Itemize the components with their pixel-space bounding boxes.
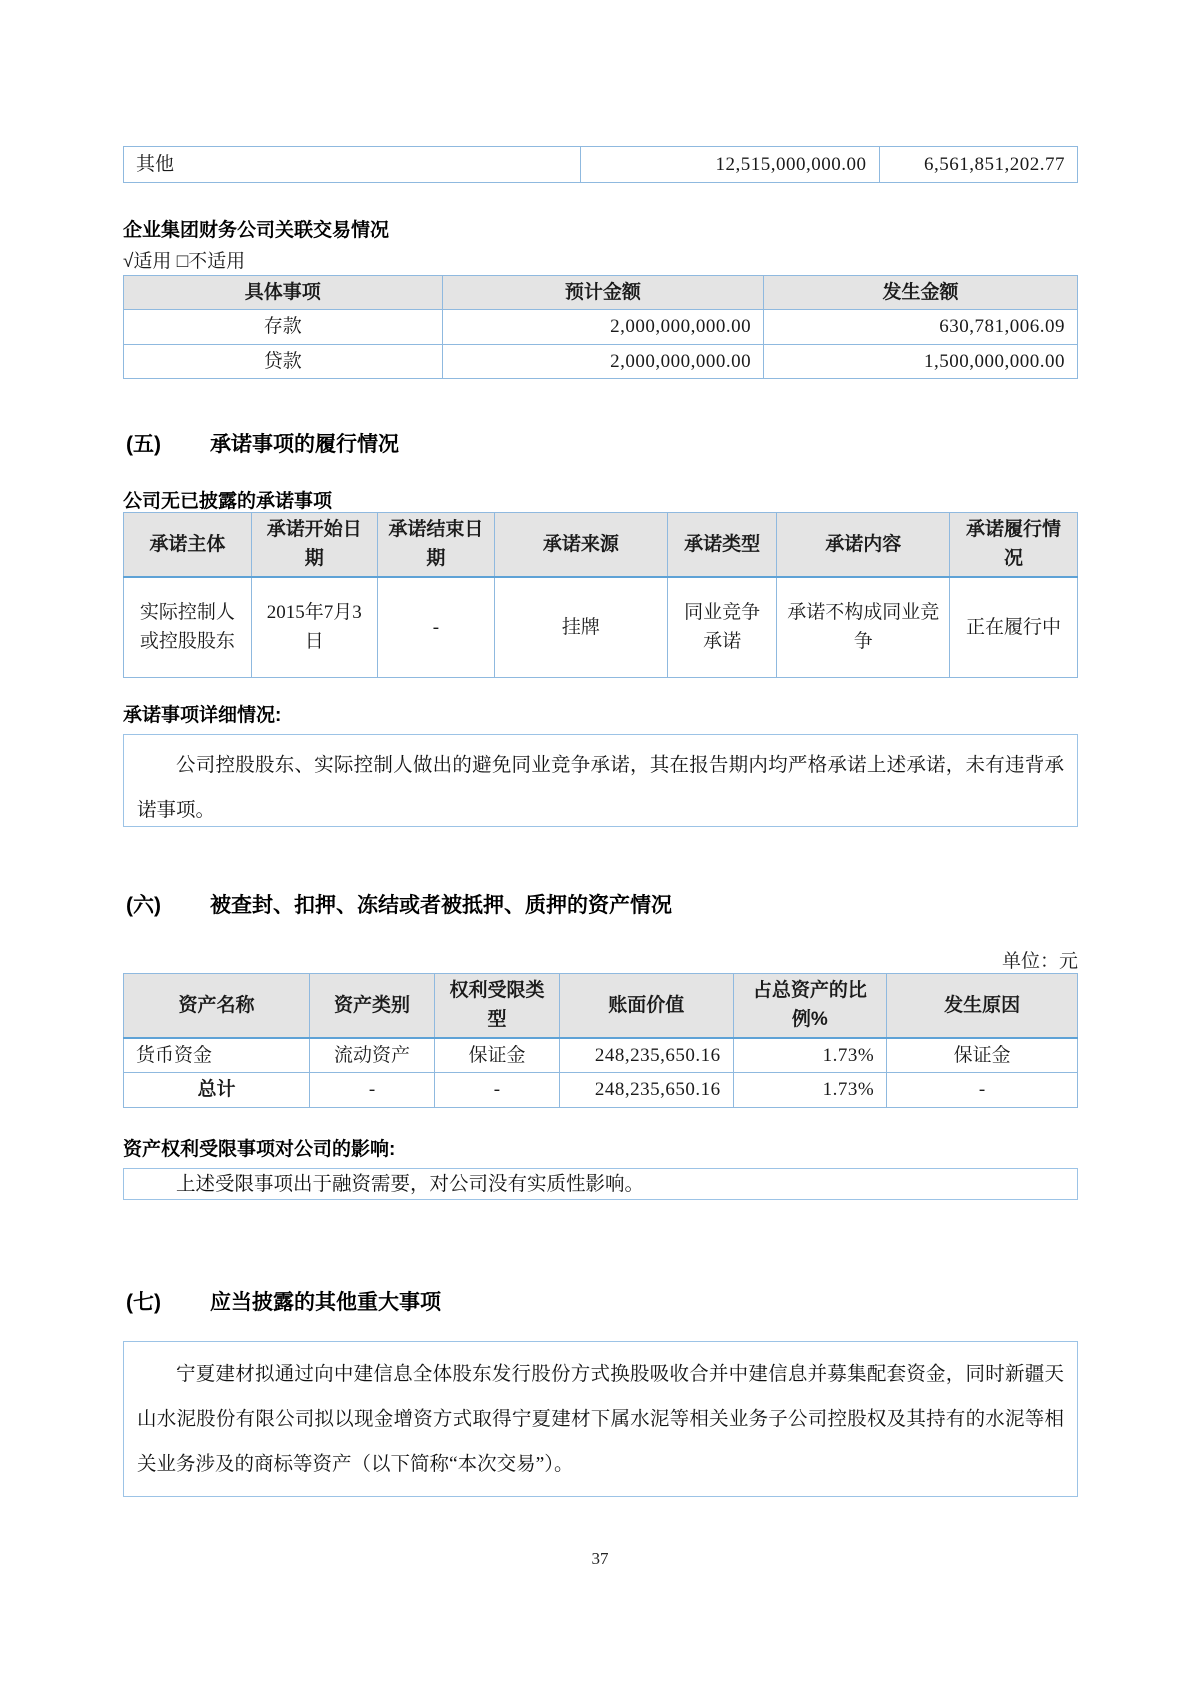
- col-header-content: 承诺内容: [777, 513, 950, 577]
- section-number: (六): [126, 894, 161, 917]
- table-row: [124, 310, 1078, 344]
- commitment-detail-text: 公司控股股东、实际控制人做出的避免同业竞争承诺，其在报告期内均严格承诺上述承诺，未有违背承诺事项。: [137, 755, 1064, 821]
- item-cell: 存款: [124, 310, 443, 344]
- table-header-row: [124, 513, 1078, 577]
- restriction-type-cell: -: [434, 1073, 559, 1107]
- type-cell: 同业竞争承诺: [667, 577, 777, 678]
- commitment-detail-box: [123, 734, 1078, 827]
- table-row: [124, 577, 1078, 678]
- restricted-assets-table: [123, 973, 1078, 1108]
- col-header-status: 承诺履行情况: [950, 513, 1078, 577]
- row-label: 其他: [124, 147, 581, 183]
- book-value-cell: 248,235,650.16: [559, 1073, 733, 1107]
- item-cell: 贷款: [124, 344, 443, 378]
- subject-cell: 实际控制人或控股股东: [124, 577, 252, 678]
- table-row: [124, 1038, 1078, 1073]
- restriction-type-cell: 保证金: [434, 1038, 559, 1073]
- section-number: (七): [126, 1291, 161, 1314]
- content-cell: 承诺不构成同业竞争: [777, 577, 950, 678]
- source-cell: 挂牌: [495, 577, 668, 678]
- table-header-row: [124, 276, 1078, 310]
- finance-transactions-table: [123, 275, 1078, 379]
- restriction-impact-label: 资产权利受限事项对公司的影响:: [123, 1139, 396, 1160]
- budget-cell: 2,000,000,000.00: [442, 344, 763, 378]
- asset-name-cell: 货币资金: [124, 1038, 310, 1073]
- col-header-item: 具体事项: [124, 276, 443, 310]
- start-date-cell: 2015年7月3日: [251, 577, 377, 678]
- col-header-end-date: 承诺结束日期: [377, 513, 494, 577]
- asset-ratio-cell: 1.73%: [733, 1073, 887, 1107]
- col-header-asset-name: 资产名称: [124, 974, 310, 1038]
- budget-cell: 2,000,000,000.00: [442, 310, 763, 344]
- page-number: 37: [591, 1549, 609, 1568]
- asset-ratio-cell: 1.73%: [733, 1038, 887, 1073]
- status-cell: 正在履行中: [950, 577, 1078, 678]
- section-title: 被查封、扣押、冻结或者被抵押、质押的资产情况: [210, 894, 672, 917]
- table-total-row: [124, 1073, 1078, 1107]
- finance-company-heading: 企业集团财务公司关联交易情况: [123, 220, 390, 241]
- section-7-heading: [126, 1286, 1078, 1316]
- restriction-impact-box: [123, 1168, 1078, 1200]
- commitments-table: [123, 512, 1078, 678]
- related-transactions-continued-table: [123, 146, 1078, 183]
- major-matters-text: 宁夏建材拟通过向中建信息全体股东发行股份方式换股吸收合并中建信息并募集配套资金，同时新疆天山水泥股份有限公司拟以现金增资方式取得宁夏建材下属水泥等相关业务子公司控股权及其持有的水泥等相关业务涉及的商标等资产（以下简称“本次交易”）。: [137, 1364, 1064, 1475]
- section-5-heading: [126, 428, 1078, 458]
- section-6-heading: [126, 889, 1078, 919]
- col-header-start-date: 承诺开始日期: [251, 513, 377, 577]
- col-header-restriction-type: 权利受限类型: [434, 974, 559, 1038]
- reason-cell: 保证金: [887, 1038, 1078, 1073]
- end-date-cell: -: [377, 577, 494, 678]
- restriction-impact-text: 上述受限事项出于融资需要，对公司没有实质性影响。: [176, 1174, 645, 1195]
- table-row: [124, 147, 1078, 183]
- table-row: [124, 344, 1078, 378]
- table-header-row: [124, 974, 1078, 1038]
- col-header-type: 承诺类型: [667, 513, 777, 577]
- col-header-asset-class: 资产类别: [310, 974, 435, 1038]
- col-header-book-value: 账面价值: [559, 974, 733, 1038]
- budget-amount: 12,515,000,000.00: [580, 147, 879, 183]
- commitment-detail-label: 承诺事项详细情况:: [123, 705, 282, 726]
- actual-amount: 6,561,851,202.77: [879, 147, 1077, 183]
- col-header-actual: 发生金额: [764, 276, 1078, 310]
- unit-label: 单位：元: [1001, 951, 1078, 972]
- actual-cell: 630,781,006.09: [764, 310, 1078, 344]
- asset-class-cell: 流动资产: [310, 1038, 435, 1073]
- col-header-subject: 承诺主体: [124, 513, 252, 577]
- col-header-budget: 预计金额: [442, 276, 763, 310]
- total-label-cell: 总计: [124, 1073, 310, 1107]
- col-header-reason: 发生原因: [887, 974, 1078, 1038]
- applicable-line: √适用 □不适用: [123, 251, 246, 272]
- section-number: (五): [126, 433, 161, 456]
- section-title: 应当披露的其他重大事项: [210, 1291, 441, 1314]
- major-matters-box: [123, 1341, 1078, 1497]
- col-header-asset-ratio: 占总资产的比例%: [733, 974, 887, 1038]
- no-disclosed-commitments-subtitle: 公司无已披露的承诺事项: [123, 491, 333, 512]
- section-title: 承诺事项的履行情况: [210, 433, 399, 456]
- book-value-cell: 248,235,650.16: [559, 1038, 733, 1073]
- actual-cell: 1,500,000,000.00: [764, 344, 1078, 378]
- col-header-source: 承诺来源: [495, 513, 668, 577]
- asset-class-cell: -: [310, 1073, 435, 1107]
- reason-cell: -: [887, 1073, 1078, 1107]
